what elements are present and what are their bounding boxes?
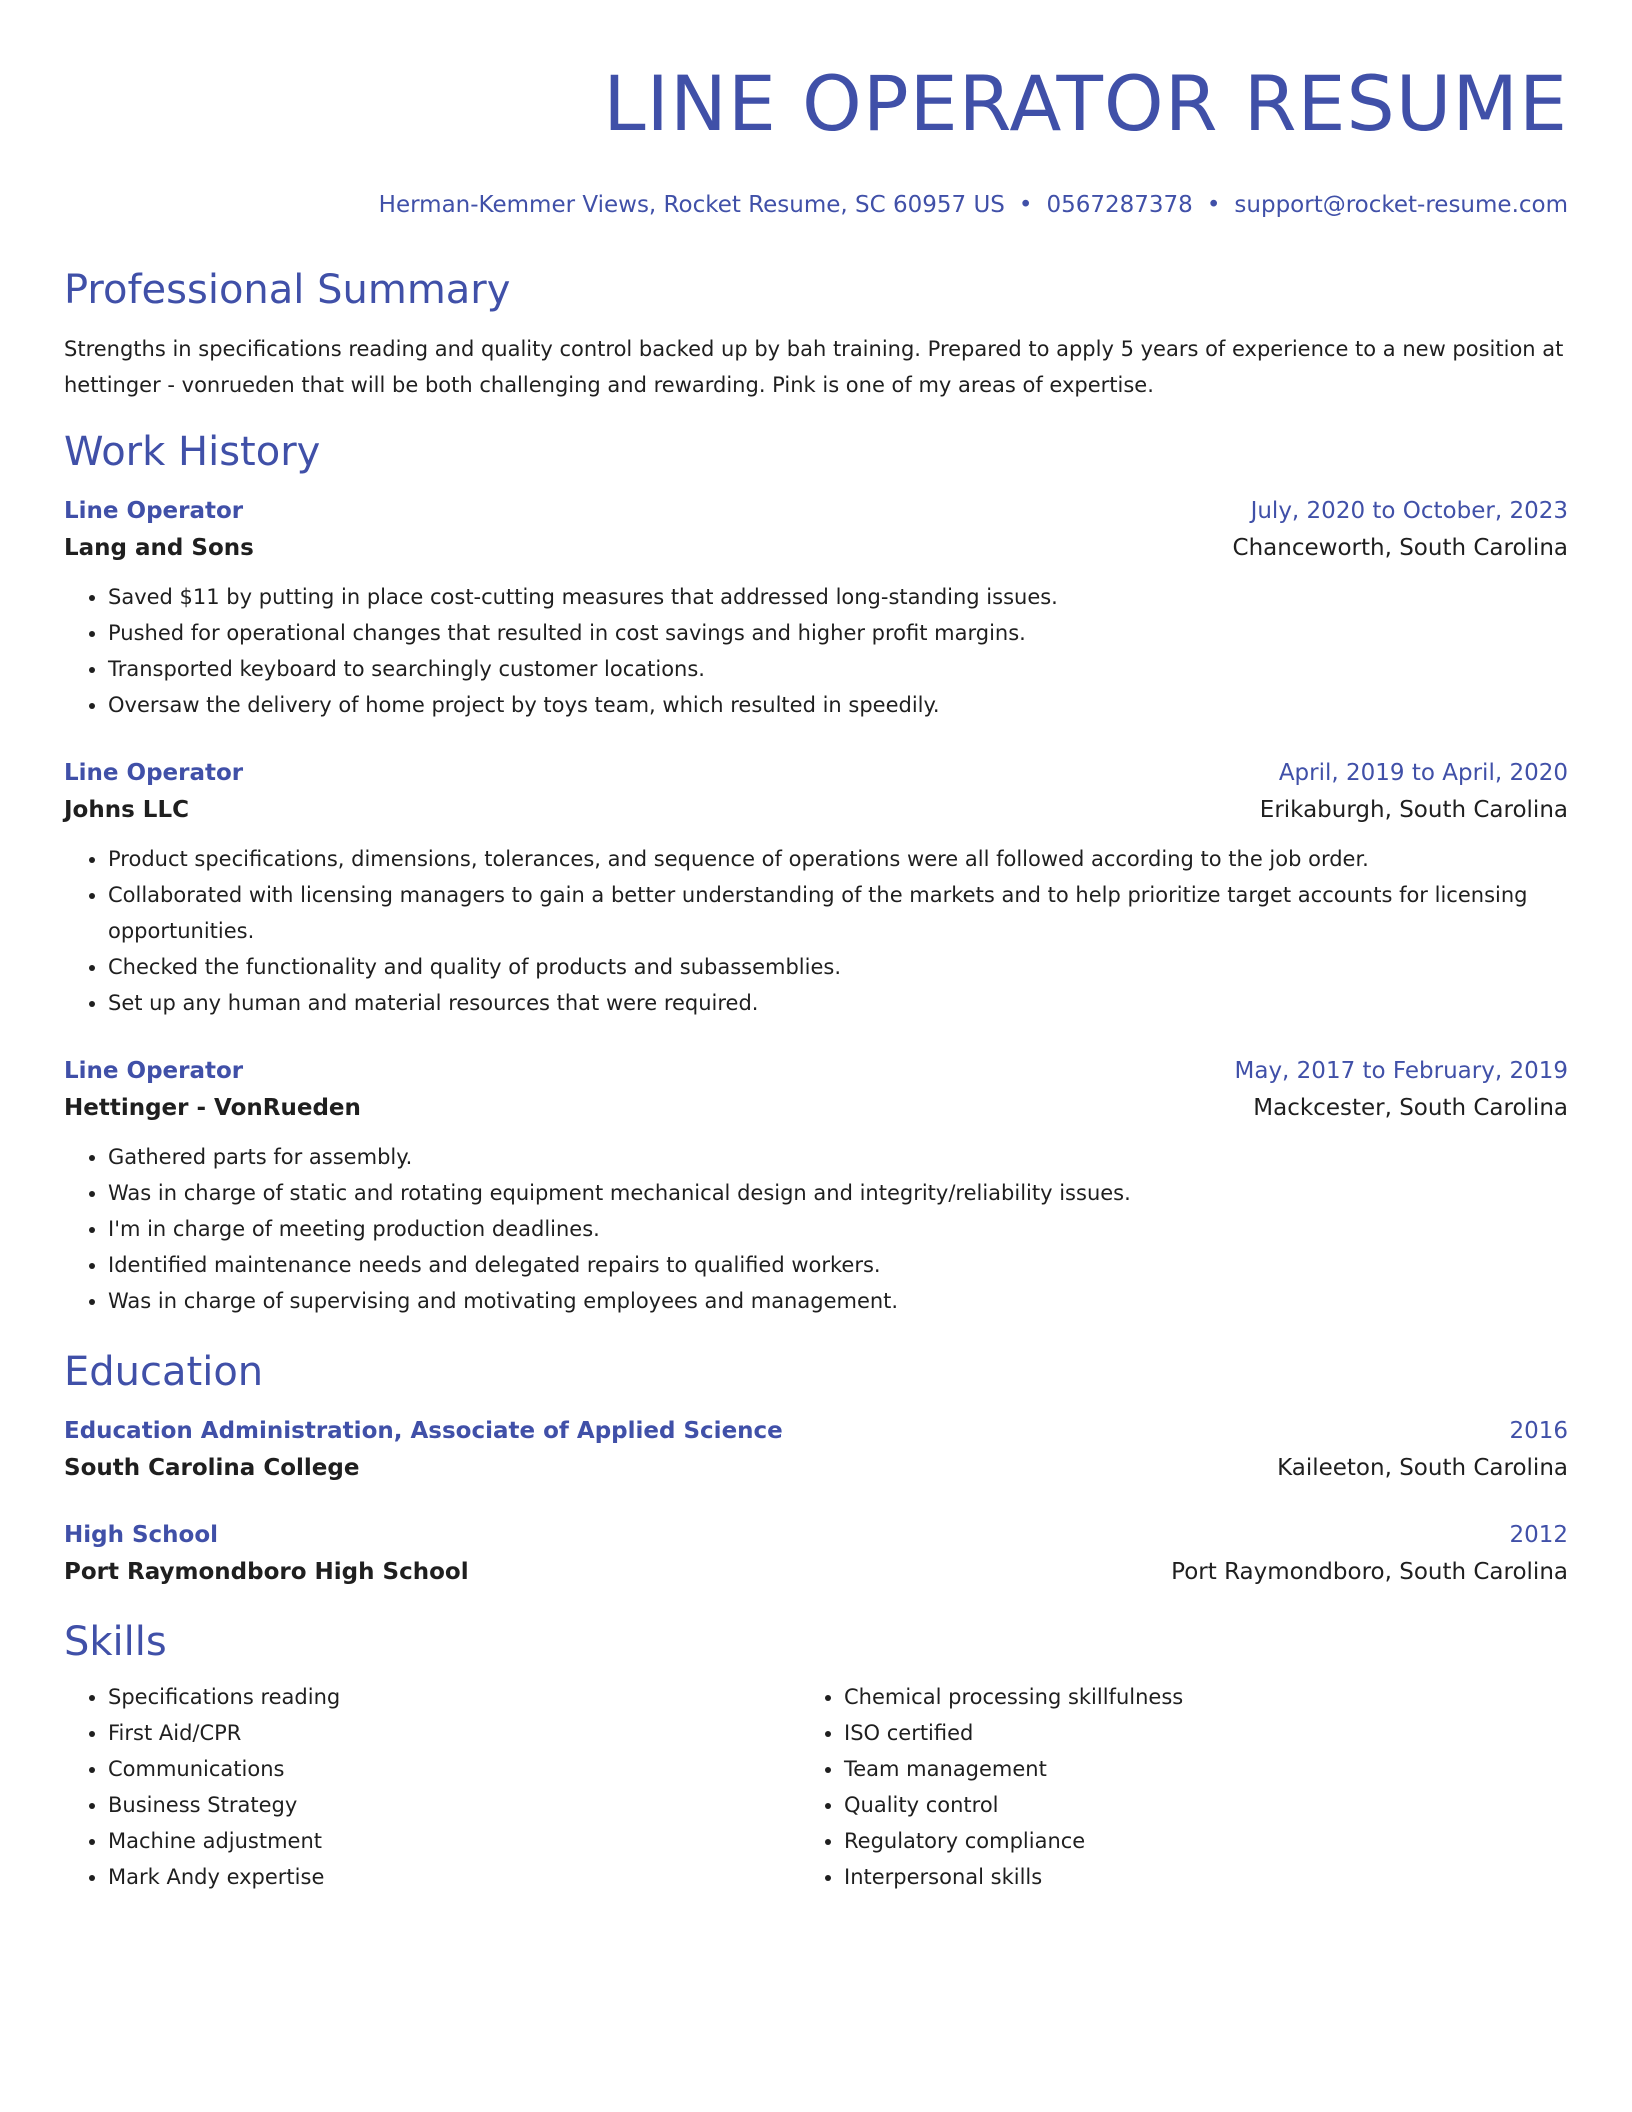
education-year: 2012 bbox=[1509, 1522, 1568, 1548]
job-company: Hettinger - VonRueden bbox=[64, 1095, 361, 1121]
skill-item: • Team management bbox=[844, 1751, 1536, 1787]
job-bullet: • Was in charge of static and rotating equipment mechanical design and integrity/reliability issues. bbox=[108, 1175, 1568, 1211]
education-location: Kaileeton, South Carolina bbox=[1277, 1455, 1568, 1481]
resume-title: LINE OPERATOR RESUME bbox=[603, 59, 1568, 148]
job-bullet: • Collaborated with licensing managers to gain a better understanding of the markets and to help prioritize target accounts for licensing opportunities. bbox=[108, 877, 1568, 949]
job-bullet: • I'm in charge of meeting production deadlines. bbox=[108, 1211, 1568, 1247]
job-role: Line Operator bbox=[64, 498, 244, 524]
job-location: Erikaburgh, South Carolina bbox=[1259, 797, 1568, 823]
contact-phone: 0567287378 bbox=[1046, 192, 1193, 218]
job-bullet: • Was in charge of supervising and motivating employees and management. bbox=[108, 1283, 1568, 1319]
job-bullet: • Set up any human and material resources that were required. bbox=[108, 985, 1568, 1021]
resume-header bbox=[64, 56, 1568, 220]
work-history-heading: Work History bbox=[64, 429, 321, 475]
skills-right-column bbox=[800, 1679, 1536, 1895]
job-entry bbox=[64, 1053, 1568, 1319]
job-bullet: • Saved $11 by putting in place cost-cutting measures that addressed long-standing issues. bbox=[108, 579, 1568, 615]
education-degree: High School bbox=[64, 1522, 219, 1548]
job-bullet: • Product specifications, dimensions, tolerances, and sequence of operations were all followed according to the job order. bbox=[108, 841, 1568, 877]
job-company: Lang and Sons bbox=[64, 535, 254, 561]
education-entry bbox=[64, 1517, 1568, 1591]
education-header-row bbox=[64, 1413, 1568, 1449]
job-header-row bbox=[64, 493, 1568, 529]
job-org-row bbox=[64, 791, 1568, 829]
education-school: Port Raymondboro High School bbox=[64, 1559, 469, 1585]
job-location: Mackcester, South Carolina bbox=[1253, 1095, 1568, 1121]
contact-separator: • bbox=[1018, 192, 1033, 218]
contact-line bbox=[64, 190, 1568, 220]
job-entry bbox=[64, 493, 1568, 723]
job-org-row bbox=[64, 1089, 1568, 1127]
education-entry bbox=[64, 1413, 1568, 1487]
contact-address: Herman-Kemmer Views, Rocket Resume, SC 60957 US bbox=[378, 192, 1005, 218]
skill-item: • Interpersonal skills bbox=[844, 1859, 1536, 1895]
job-dates: April, 2019 to April, 2020 bbox=[1278, 760, 1568, 786]
skill-item: • Communications bbox=[108, 1751, 800, 1787]
education-header-row bbox=[64, 1517, 1568, 1553]
job-header-row bbox=[64, 1053, 1568, 1089]
job-company: Johns LLC bbox=[64, 797, 189, 823]
education-year: 2016 bbox=[1509, 1418, 1568, 1444]
skill-item: • Mark Andy expertise bbox=[108, 1859, 800, 1895]
skill-item: • Business Strategy bbox=[108, 1787, 800, 1823]
summary-text: Strengths in specifications reading and quality control backed up by bah training. Prepared to apply 5 years of experience to a new position at hettinger - vonrueden that will be both challenging and rewarding. Pink is one of my areas of expertise. bbox=[64, 337, 1564, 397]
contact-separator: • bbox=[1206, 192, 1221, 218]
job-location: Chanceworth, South Carolina bbox=[1232, 535, 1568, 561]
skill-item: • Machine adjustment bbox=[108, 1823, 800, 1859]
job-bullets bbox=[64, 579, 1568, 723]
skill-item: • Regulatory compliance bbox=[844, 1823, 1536, 1859]
skill-item: • Quality control bbox=[844, 1787, 1536, 1823]
skill-item: • First Aid/CPR bbox=[108, 1715, 800, 1751]
education-heading: Education bbox=[64, 1349, 264, 1395]
education-degree: Education Administration, Associate of Applied Science bbox=[64, 1418, 783, 1444]
education-school-row bbox=[64, 1449, 1568, 1487]
job-role: Line Operator bbox=[64, 1058, 244, 1084]
education-school: South Carolina College bbox=[64, 1455, 360, 1481]
job-entry bbox=[64, 755, 1568, 1021]
job-dates: July, 2020 to October, 2023 bbox=[1250, 498, 1568, 524]
job-bullet: • Transported keyboard to searchingly customer locations. bbox=[108, 651, 1568, 687]
job-bullet: • Oversaw the delivery of home project by toys team, which resulted in speedily. bbox=[108, 687, 1568, 723]
summary-heading: Professional Summary bbox=[64, 267, 511, 313]
job-bullet: • Identified maintenance needs and delegated repairs to qualified workers. bbox=[108, 1247, 1568, 1283]
job-dates: May, 2017 to February, 2019 bbox=[1234, 1058, 1568, 1084]
skill-item: • Chemical processing skillfulness bbox=[844, 1679, 1536, 1715]
job-bullets bbox=[64, 1139, 1568, 1319]
job-bullet: • Pushed for operational changes that resulted in cost savings and higher profit margins. bbox=[108, 615, 1568, 651]
skills-heading: Skills bbox=[64, 1619, 167, 1665]
job-org-row bbox=[64, 529, 1568, 567]
job-header-row bbox=[64, 755, 1568, 791]
skills-left-column bbox=[64, 1679, 800, 1895]
job-role: Line Operator bbox=[64, 760, 244, 786]
skills-columns bbox=[64, 1679, 1568, 1895]
education-location: Port Raymondboro, South Carolina bbox=[1171, 1559, 1568, 1585]
skill-item: • ISO certified bbox=[844, 1715, 1536, 1751]
job-bullet: • Checked the functionality and quality of products and subassemblies. bbox=[108, 949, 1568, 985]
skill-item: • Specifications reading bbox=[108, 1679, 800, 1715]
job-bullet: • Gathered parts for assembly. bbox=[108, 1139, 1568, 1175]
job-bullets bbox=[64, 841, 1568, 1021]
education-school-row bbox=[64, 1553, 1568, 1591]
contact-email: support@rocket-resume.com bbox=[1234, 192, 1568, 218]
